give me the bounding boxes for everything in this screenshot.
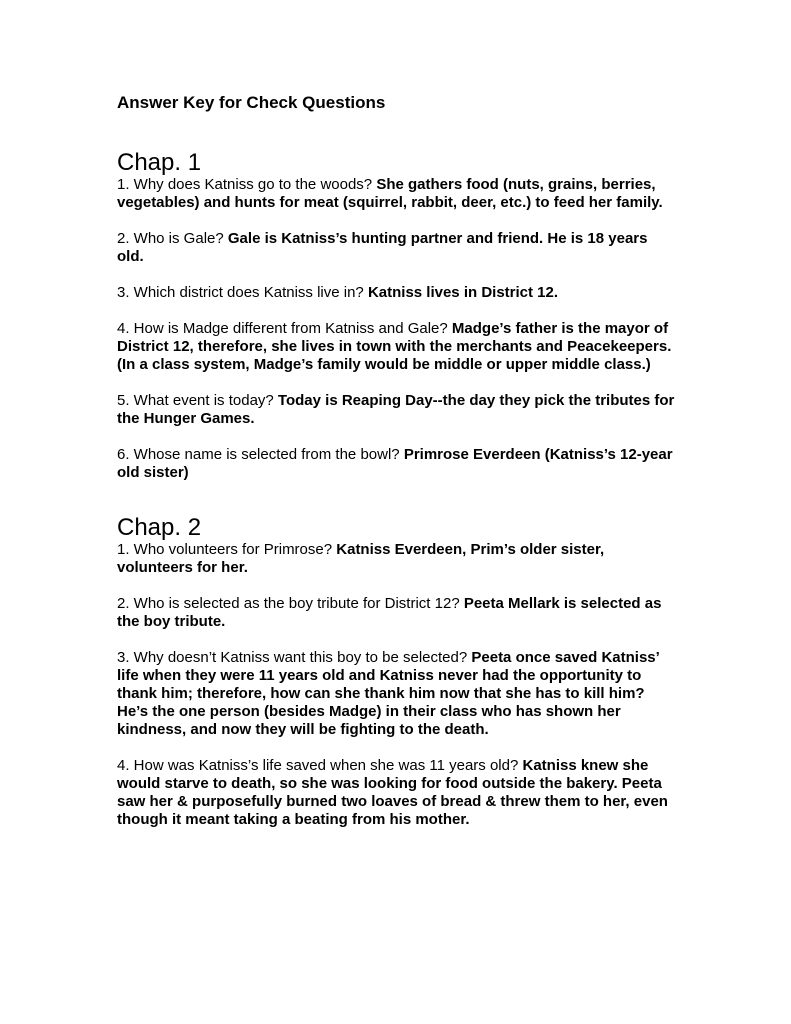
answer-text: Primrose Everdeen (Katniss’s 12-year old sister) — [117, 446, 673, 481]
answer-text: She gathers food (nuts, grains, berries, vegetables) and hunts for meat (squirrel, rabbit, deer, etc.) to feed her family. — [117, 176, 663, 211]
chap1-question-4 — [117, 320, 677, 374]
question-text: 2. Who is selected as the boy tribute for District 12? — [117, 595, 464, 612]
answer-text: Gale is Katniss’s hunting partner and friend. He is 18 years old. — [117, 230, 648, 265]
answer-text: Madge’s father is the mayor of District 12, therefore, she lives in town with the merchants and Peacekeepers. (In a class system, Madge’s family would be middle or upper middle class.) — [117, 320, 672, 373]
answer-text: Peeta once saved Katniss’ life when they were 11 years old and Katniss never had the opportunity to thank him; therefore, how can she thank him now that she has to kill him? He’s the one person (besides Madge) in their class who has shown her kindness, and now they will be fighting to the death. — [117, 649, 659, 738]
question-text: 4. How was Katniss’s life saved when she was 11 years old? — [117, 757, 523, 774]
question-text: 1. Why does Katniss go to the woods? — [117, 176, 377, 193]
question-text: 5. What event is today? — [117, 392, 278, 409]
question-text: 3. Why doesn’t Katniss want this boy to be selected? — [117, 649, 472, 666]
chap2-question-2 — [117, 595, 677, 631]
chap1-question-1 — [117, 176, 677, 212]
question-text: 3. Which district does Katniss live in? — [117, 284, 368, 301]
question-text: 4. How is Madge different from Katniss and Gale? — [117, 320, 452, 337]
chap1-question-6 — [117, 446, 677, 482]
answer-text: Today is Reaping Day--the day they pick the tributes for the Hunger Games. — [117, 392, 675, 427]
document-title: Answer Key for Check Questions — [117, 93, 386, 112]
chapter-1-heading: Chap. 1 — [117, 149, 202, 176]
answer-text: Peeta Mellark is selected as the boy tribute. — [117, 595, 662, 630]
chap2-question-3 — [117, 649, 677, 739]
chapter-2-heading: Chap. 2 — [117, 514, 202, 541]
chap2-question-4 — [117, 757, 677, 829]
question-text: 1. Who volunteers for Primrose? — [117, 541, 337, 558]
answer-text: Katniss knew she would starve to death, so she was looking for food outside the bakery. Peeta saw her & purposefully burned two loaves of bread & threw them to her, even though it meant taking a beating from his mother. — [117, 757, 668, 828]
chap1-question-5 — [117, 392, 677, 428]
chap1-question-2 — [117, 230, 677, 266]
answer-text: Katniss lives in District 12. — [367, 284, 559, 301]
chap2-question-1 — [117, 541, 677, 577]
answer-text: Katniss Everdeen, Prim’s older sister, volunteers for her. — [117, 541, 605, 576]
chap1-question-3 — [117, 284, 677, 302]
question-text: 2. Who is Gale? — [117, 230, 228, 247]
question-text: 6. Whose name is selected from the bowl? — [117, 446, 404, 463]
document-page — [117, 93, 677, 829]
